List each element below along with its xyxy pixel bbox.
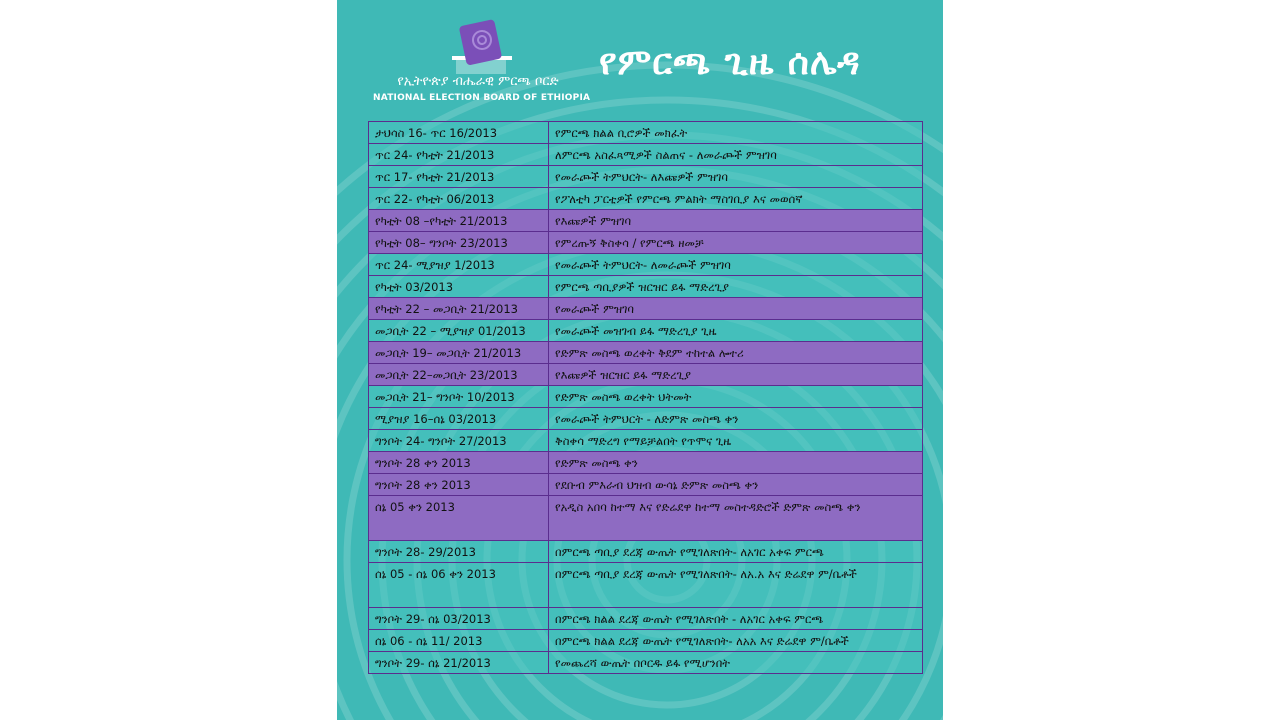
- schedule-activity: የእጩዎች ምዝገባ: [549, 210, 923, 232]
- schedule-activity: የመጨረሻ ውጤት በቦርዱ ይፋ የሚሆንበት: [549, 652, 923, 674]
- schedule-table: [368, 121, 923, 674]
- schedule-row: [369, 630, 923, 652]
- schedule-row: [369, 254, 923, 276]
- schedule-row: [369, 408, 923, 430]
- schedule-activity: የምርጫ ክልል ቢሮዎች መክፈት: [549, 122, 923, 144]
- ballot-box-logo: [452, 18, 512, 76]
- schedule-activity: የእጩዎች ዝርዝር ይፋ ማድረጊያ: [549, 364, 923, 386]
- schedule-date: መጋቢት 22 – ሚያዝያ 01/2013: [369, 320, 549, 342]
- schedule-activity: የድምጽ መስጫ ወረቀት ህትመት: [549, 386, 923, 408]
- schedule-activity: ለምርጫ አስፈጻሚዎች ስልጠና - ለመራጮች ምዝገባ: [549, 144, 923, 166]
- schedule-row: [369, 430, 923, 452]
- schedule-row: [369, 210, 923, 232]
- schedule-activity: የመራጮች መዝገብ ይፋ ማድረጊያ ጊዜ: [549, 320, 923, 342]
- schedule-date: ጥር 24- የካቲት 21/2013: [369, 144, 549, 166]
- schedule-activity: የመራጮች ምዝገባ: [549, 298, 923, 320]
- schedule-date: የካቲት 03/2013: [369, 276, 549, 298]
- election-schedule-poster: [337, 0, 943, 720]
- schedule-date: ግንቦት 28 ቀን 2013: [369, 452, 549, 474]
- schedule-date: የካቲት 08 –የካቲት 21/2013: [369, 210, 549, 232]
- schedule-row: [369, 496, 923, 541]
- schedule-activity: የምረጡኝ ቅስቀሳ / የምርጫ ዘመቻ: [549, 232, 923, 254]
- schedule-row: [369, 452, 923, 474]
- schedule-date: ግንቦት 29- ሰኔ 21/2013: [369, 652, 549, 674]
- schedule-date: ጥር 22- የካቲት 06/2013: [369, 188, 549, 210]
- schedule-activity: የመራጮች ትምህርት - ለድምጽ መስጫ ቀን: [549, 408, 923, 430]
- schedule-activity: በምርጫ ጣቢያ ደረጃ ውጤት የሚገለጽበት- ለአ.አ እና ድሬደዋ ም/ቤቶች: [549, 563, 923, 608]
- schedule-row: [369, 474, 923, 496]
- schedule-date: ግንቦት 28- 29/2013: [369, 541, 549, 563]
- schedule-row: [369, 144, 923, 166]
- schedule-row: [369, 232, 923, 254]
- schedule-row: [369, 320, 923, 342]
- schedule-date: የካቲት 22 – መጋቢት 21/2013: [369, 298, 549, 320]
- schedule-row: [369, 608, 923, 630]
- schedule-date: ሰኔ 05 - ሰኔ 06 ቀን 2013: [369, 563, 549, 608]
- schedule-date: ግንቦት 28 ቀን 2013: [369, 474, 549, 496]
- schedule-row: [369, 188, 923, 210]
- schedule-row: [369, 166, 923, 188]
- schedule-date: መጋቢት 22–መጋቢት 23/2013: [369, 364, 549, 386]
- schedule-row: [369, 298, 923, 320]
- schedule-row: [369, 342, 923, 364]
- schedule-date: ሚያዝያ 16–ሰኔ 03/2013: [369, 408, 549, 430]
- schedule-activity: የድምጽ መስጫ ቀን: [549, 452, 923, 474]
- schedule-row: [369, 563, 923, 608]
- schedule-activity: የአዲስ አበባ ከተማ እና የድሬደዋ ከተማ መስተዳድሮች ድምጽ መስጫ ቀን: [549, 496, 923, 541]
- schedule-activity: በምርጫ ክልል ደረጃ ውጤት የሚገለጽበት- ለአአ እና ድሬደዋ ም/ቤቶች: [549, 630, 923, 652]
- poster-title: የምርጫ ጊዜ ሰሌዳ: [599, 42, 861, 83]
- schedule-row: [369, 386, 923, 408]
- schedule-row: [369, 122, 923, 144]
- schedule-table-body: [369, 122, 923, 674]
- schedule-activity: የምርጫ ጣቢያዎች ዝርዝር ይፋ ማድረጊያ: [549, 276, 923, 298]
- schedule-date: የካቲት 08– ግንቦት 23/2013: [369, 232, 549, 254]
- schedule-date: ሰኔ 06 - ሰኔ 11/ 2013: [369, 630, 549, 652]
- schedule-date: መጋቢት 21– ግንቦት 10/2013: [369, 386, 549, 408]
- schedule-row: [369, 652, 923, 674]
- schedule-row: [369, 541, 923, 563]
- schedule-activity: የመራጮች ትምህርት- ለእጩዎች ምዝገባ: [549, 166, 923, 188]
- schedule-date: ጥር 17- የካቲት 21/2013: [369, 166, 549, 188]
- schedule-activity: የፖለቲካ ፓርቲዎች የምርጫ ምልክት ማስገቢያ እና መወሰኛ: [549, 188, 923, 210]
- schedule-row: [369, 364, 923, 386]
- schedule-activity: የድምጽ መስጫ ወረቀት ቅደም ተከተል ሎተሪ: [549, 342, 923, 364]
- schedule-activity: ቅስቀሳ ማድረግ የማይቻልበት የጥሞና ጊዜ: [549, 430, 923, 452]
- schedule-activity: በምርጫ ክልል ደረጃ ውጤት የሚገለጽበት - ለአገር አቀፍ ምርጫ: [549, 608, 923, 630]
- schedule-date: መጋቢት 19– መጋቢት 21/2013: [369, 342, 549, 364]
- org-name-amharic: የኢትዮጵያ ብሔራዊ ምርጫ ቦርድ: [397, 74, 559, 89]
- schedule-activity: በምርጫ ጣቢያ ደረጃ ውጤት የሚገለጽበት- ለአገር አቀፍ ምርጫ: [549, 541, 923, 563]
- schedule-activity: የደቡብ ምእራብ ህዝብ ውሳኔ ድምጽ መስጫ ቀን: [549, 474, 923, 496]
- schedule-activity: የመራጮች ትምህርት- ለመራጮች ምዝገባ: [549, 254, 923, 276]
- schedule-date: ታህሳስ 16- ጥር 16/2013: [369, 122, 549, 144]
- org-name-english: NATIONAL ELECTION BOARD OF ETHIOPIA: [373, 93, 591, 103]
- schedule-date: ጥር 24- ሚያዝያ 1/2013: [369, 254, 549, 276]
- schedule-date: ሰኔ 05 ቀን 2013: [369, 496, 549, 541]
- schedule-row: [369, 276, 923, 298]
- schedule-date: ግንቦት 29- ሰኔ 03/2013: [369, 608, 549, 630]
- schedule-date: ግንቦት 24- ግንቦት 27/2013: [369, 430, 549, 452]
